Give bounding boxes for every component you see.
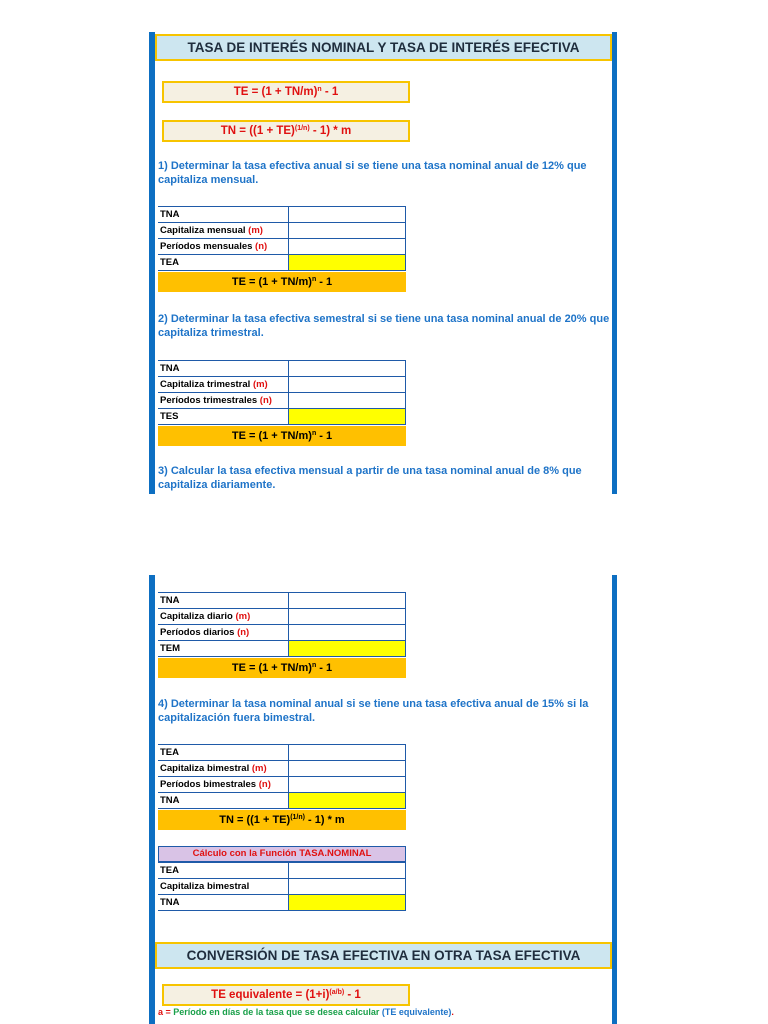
row-label: Períodos diarios (n) [158,625,288,641]
table-row [158,895,405,911]
function-header: Cálculo con la Función TASA.NOMINAL [158,846,406,862]
question-1-table [158,206,406,271]
table-row [158,409,405,425]
row-label: TNA [158,593,288,609]
value-cell[interactable] [288,393,405,409]
row-label: TNA [158,361,288,377]
row-label: Capitaliza mensual (m) [158,223,288,239]
formula-base: TE = (1 + TN/m) [233,86,318,98]
formula-base: TN = ((1 + TE) [220,125,295,137]
table-row [158,793,405,809]
question-2-formula: TE = $(1 + TN/m)^n - 1$ [158,426,406,446]
value-cell[interactable] [288,223,405,239]
spreadsheet-page-2 [149,575,617,1024]
row-label: Capitaliza bimestral [158,879,288,895]
question-3-text: 3) Calcular la tasa efectiva mensual a partir de una tasa nominal anual de 8% que capitaliza diariamente. [158,465,582,491]
function-table [158,862,406,911]
value-cell[interactable] [288,377,405,393]
result-cell[interactable] [288,255,405,271]
spreadsheet-page-1 [149,32,617,494]
page-title: TASA DE INTERÉS NOMINAL Y TASA DE INTERÉS EFECTIVA [155,34,612,61]
formula-tn [162,120,410,142]
table-row [158,223,405,239]
row-label: Períodos bimestrales (n) [158,777,288,793]
value-cell[interactable] [288,745,405,761]
question-1-formula: TE = $(1 + TN/m)^n - 1$ [158,272,406,292]
row-label: Capitaliza bimestral (m) [158,761,288,777]
formula-tail: - 1) * m [309,125,352,137]
question-3-table [158,592,406,657]
row-label: TNA [158,895,288,911]
table-row [158,239,405,255]
value-cell[interactable] [288,625,405,641]
question-4-formula: TN = ((1 + TE)$^{(1/n)}$ - 1) * m [158,810,406,830]
row-label: Capitaliza trimestral (m) [158,377,288,393]
value-cell[interactable] [288,207,405,223]
footnote: a = Período en días de la tasa que se desea calcular (TE equivalente). [158,1007,454,1017]
question-3-formula: TE = $(1 + TN/m)^n - 1$ [158,658,406,678]
table-row [158,255,405,271]
row-label: TNA [158,207,288,223]
row-label: TEA [158,745,288,761]
question-1-text: 1) Determinar la tasa efectiva anual si se tiene una tasa nominal anual de 12% que capitaliza mensual. [158,160,587,186]
row-label: TEM [158,641,288,657]
formula-tail: - 1 [321,86,339,98]
formula-exponent: n [317,86,322,93]
question-4-table [158,744,406,809]
row-label: Capitaliza diario (m) [158,609,288,625]
table-row [158,863,405,879]
table-row [158,879,405,895]
question-4-text: 4) Determinar la tasa nominal anual si se tiene una tasa efectiva anual de 15% si la capitalización fuera bimestral. [158,698,589,724]
row-label: Períodos mensuales (n) [158,239,288,255]
value-cell[interactable] [288,879,405,895]
table-row [158,377,405,393]
question-2-table [158,360,406,425]
value-cell[interactable] [288,609,405,625]
row-label: TEA [158,255,288,271]
result-cell[interactable] [288,409,405,425]
value-cell[interactable] [288,593,405,609]
formula-te [162,81,410,103]
table-row [158,207,405,223]
result-cell[interactable] [288,895,405,911]
table-row [158,625,405,641]
value-cell[interactable] [288,361,405,377]
formula-exponent: (1/n) [294,125,310,132]
table-row [158,393,405,409]
value-cell[interactable] [288,239,405,255]
row-label: TNA [158,793,288,809]
table-row [158,777,405,793]
row-label: TES [158,409,288,425]
table-row [158,361,405,377]
table-row [158,593,405,609]
value-cell[interactable] [288,777,405,793]
row-label: TEA [158,863,288,879]
value-cell[interactable] [288,761,405,777]
formula-te-equivalente: TE equivalente = $(1+i)^{(a/b)} - 1$ [162,984,410,1006]
section-title: CONVERSIÓN DE TASA EFECTIVA EN OTRA TASA EFECTIVA [155,942,612,969]
result-cell[interactable] [288,793,405,809]
row-label: Períodos trimestrales (n) [158,393,288,409]
value-cell[interactable] [288,863,405,879]
question-2-text: 2) Determinar la tasa efectiva semestral si se tiene una tasa nominal anual de 20% que capitaliza trimestral. [158,313,610,339]
table-row [158,745,405,761]
table-row [158,641,405,657]
result-cell[interactable] [288,641,405,657]
table-row [158,609,405,625]
table-row [158,761,405,777]
